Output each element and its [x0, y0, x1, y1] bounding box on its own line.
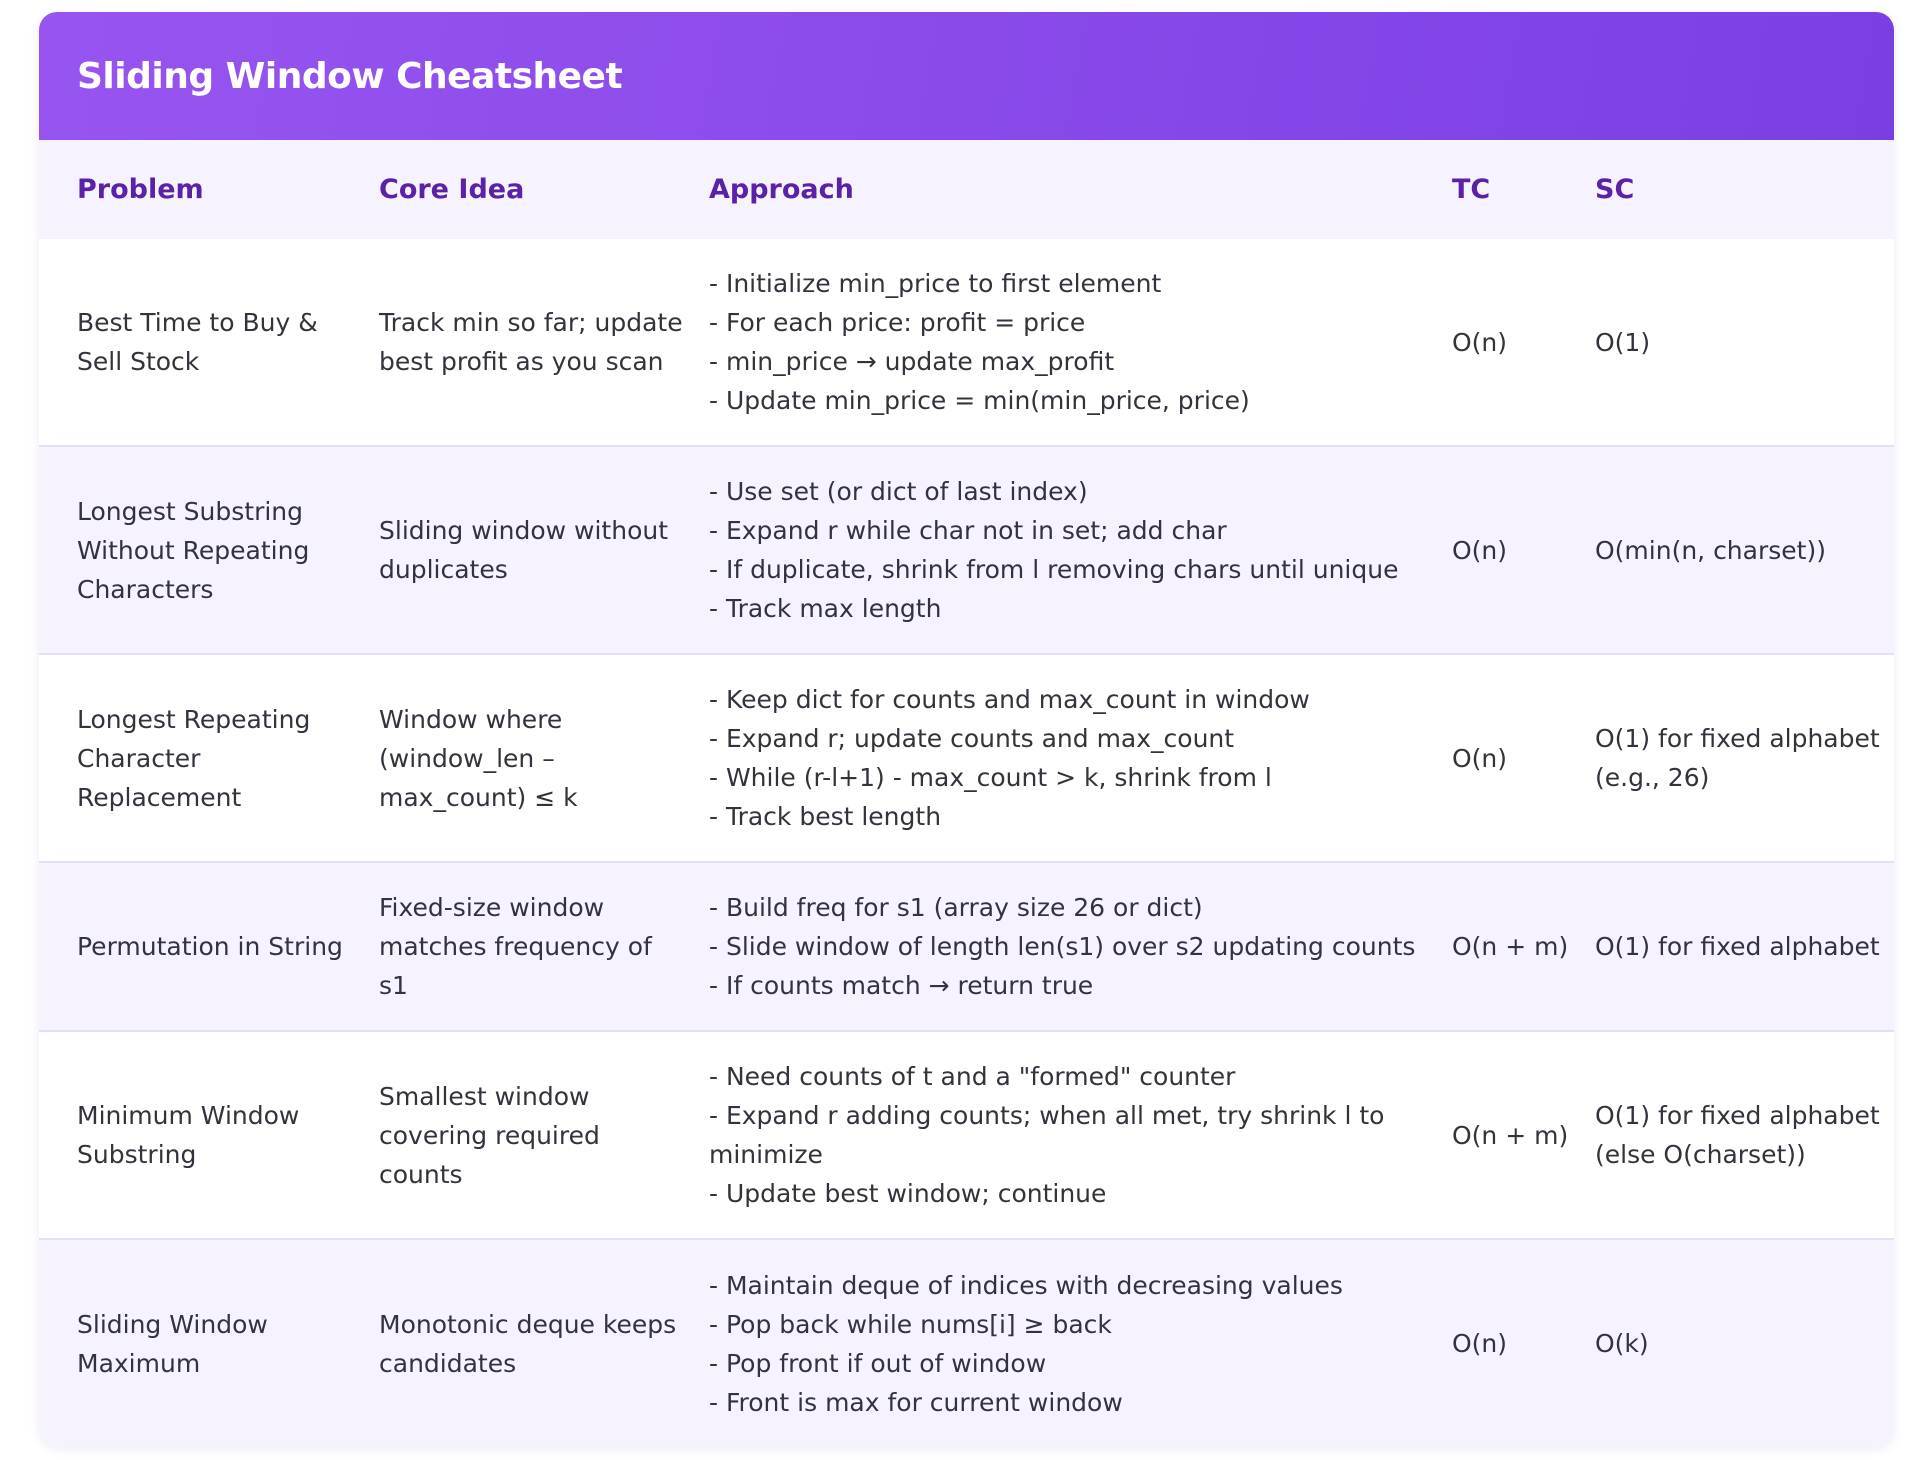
- column-header-tc: TC: [1452, 174, 1491, 205]
- core-idea-cell: Window where (window_len – max_count) ≤ k: [379, 704, 578, 812]
- core-idea-cell: Sliding window without duplicates: [379, 516, 669, 584]
- approach-step: - Pop back while nums[i] ≥ back: [709, 1309, 1112, 1339]
- space-complexity-cell: O(1): [1595, 327, 1651, 357]
- core-idea-cell: Monotonic deque keeps candidates: [379, 1309, 677, 1378]
- approach-step: - Keep dict for counts and max_count in window: [709, 685, 1310, 714]
- approach-step: - Initialize min_price to first element: [709, 269, 1162, 298]
- approach-cell: [709, 863, 1452, 1030]
- approach-step: - Update best window; continue: [709, 1179, 1107, 1208]
- approach-step: - Expand r while char not in set; add char: [709, 516, 1227, 545]
- space-complexity-cell: O(k): [1595, 1329, 1649, 1358]
- problem-cell: Sliding Window Maximum: [77, 1309, 268, 1378]
- approach-step: - If duplicate, shrink from l removing chars until unique: [709, 555, 1399, 584]
- approach-cell: [709, 1240, 1452, 1447]
- approach-cell: [709, 239, 1452, 445]
- time-complexity-cell: O(n + m): [1452, 932, 1569, 961]
- column-header-sc: SC: [1595, 174, 1635, 205]
- approach-step: - Maintain deque of indices with decreasing values: [709, 1270, 1343, 1300]
- approach-cell: [709, 655, 1452, 861]
- time-complexity-cell: O(n): [1452, 327, 1508, 357]
- approach-step: - While (r-l+1) - max_count > k, shrink from l: [709, 763, 1272, 792]
- problem-cell: Permutation in String: [77, 932, 343, 961]
- approach-step: - Front is max for current window: [709, 1387, 1123, 1417]
- problem-cell: Minimum Window Substring: [77, 1101, 300, 1169]
- approach-step: - Track max length: [709, 594, 942, 623]
- time-complexity-cell: O(n): [1452, 743, 1508, 773]
- cheatsheet-card: [39, 12, 1894, 1447]
- column-header-approach: Approach: [709, 174, 854, 205]
- core-idea-cell: Fixed-size window matches frequency of s1: [379, 893, 652, 1000]
- cheatsheet-table: [39, 140, 1894, 1447]
- approach-step: - Build freq for s1 (array size 26 or dict): [709, 893, 1203, 922]
- time-complexity-cell: O(n): [1452, 535, 1508, 565]
- space-complexity-cell: O(min(n, charset)): [1595, 535, 1826, 565]
- card-header: [39, 12, 1894, 140]
- approach-step: - min_price → update max_profit: [709, 347, 1115, 376]
- problem-cell: Longest Substring Without Repeating Characters: [77, 496, 310, 604]
- column-header-core-idea: Core Idea: [379, 174, 525, 205]
- table-row: [39, 239, 1894, 447]
- approach-step: - Need counts of t and a "formed" counter: [709, 1062, 1236, 1091]
- problem-cell: Longest Repeating Character Replacement: [77, 704, 311, 812]
- approach-step: - Track best length: [709, 802, 942, 831]
- table-row: [39, 863, 1894, 1032]
- table-row: [39, 655, 1894, 863]
- approach-step: - Update min_price = min(min_price, price): [709, 386, 1250, 415]
- approach-cell: [709, 447, 1452, 653]
- page-title: Sliding Window Cheatsheet: [77, 55, 623, 97]
- time-complexity-cell: O(n): [1452, 1329, 1508, 1358]
- problem-cell: Best Time to Buy & Sell Stock: [77, 308, 318, 376]
- column-header-problem: Problem: [77, 174, 204, 205]
- approach-step: - For each price: profit = price: [709, 308, 1086, 337]
- approach-step: - If counts match → return true: [709, 971, 1094, 1000]
- table-row: [39, 1240, 1894, 1447]
- core-idea-cell: Track min so far; update best profit as you scan: [379, 308, 683, 376]
- approach-step: - Use set (or dict of last index): [709, 477, 1088, 506]
- core-idea-cell: Smallest window covering required counts: [379, 1081, 600, 1189]
- table-row: [39, 447, 1894, 655]
- approach-step: - Expand r; update counts and max_count: [709, 724, 1235, 753]
- approach-step: - Slide window of length len(s1) over s2 updating counts: [709, 932, 1416, 961]
- approach-step: - Pop front if out of window: [709, 1348, 1047, 1378]
- approach-cell: [709, 1032, 1452, 1238]
- time-complexity-cell: O(n + m): [1452, 1120, 1569, 1150]
- space-complexity-cell: O(1) for fixed alphabet (e.g., 26): [1595, 724, 1880, 792]
- space-complexity-cell: O(1) for fixed alphabet (else O(charset)): [1595, 1101, 1880, 1169]
- table-header-row: [39, 140, 1894, 239]
- table-row: [39, 1032, 1894, 1240]
- approach-step: - Expand r adding counts; when all met, try shrink l to minimize: [709, 1101, 1385, 1169]
- space-complexity-cell: O(1) for fixed alphabet: [1595, 932, 1880, 961]
